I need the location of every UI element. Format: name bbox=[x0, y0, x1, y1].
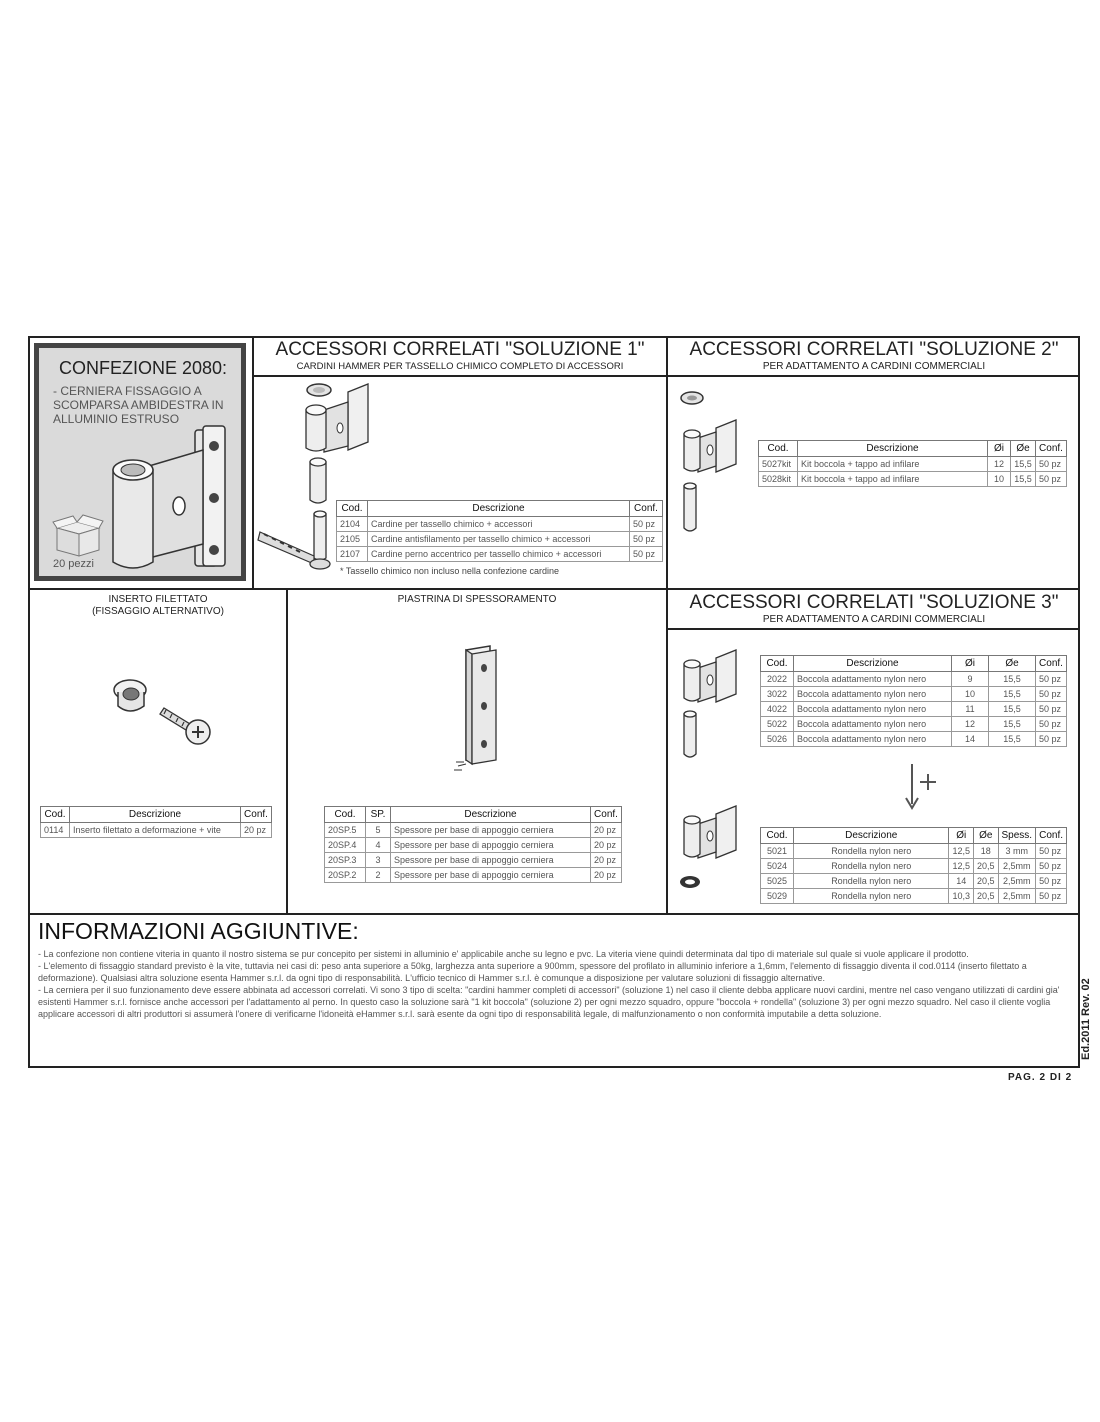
cell: 50 pz bbox=[1036, 889, 1067, 904]
info-text bbox=[38, 948, 1068, 1020]
sol3-subtitle: PER ADATTAMENTO A CARDINI COMMERCIALI bbox=[762, 614, 986, 625]
cell: Rondella nylon nero bbox=[794, 889, 949, 904]
table-row bbox=[325, 838, 622, 853]
inserto-title bbox=[30, 594, 286, 618]
table-row bbox=[761, 889, 1067, 904]
cell: 50 pz bbox=[1036, 457, 1067, 472]
cell: Boccola adattamento nylon nero bbox=[794, 702, 952, 717]
sol1-note-text: Tassello chimico non incluso nella confezione cardine bbox=[345, 566, 559, 576]
sol3-bushing-table bbox=[760, 655, 1067, 747]
col-header: Conf. bbox=[1036, 441, 1067, 457]
col-header: Descrizione bbox=[391, 807, 591, 823]
inserto-title-line1: INSERTO FILETTATO bbox=[108, 594, 208, 605]
sol1-subtitle: CARDINI HAMMER PER TASSELLO CHIMICO COMPLETO DI ACCESSORI bbox=[296, 361, 624, 372]
cell: 5 bbox=[366, 823, 391, 838]
bushing-kit-illustration bbox=[678, 388, 748, 538]
cell: 50 pz bbox=[1036, 732, 1067, 747]
bushing-illustration bbox=[678, 650, 748, 770]
cell: Spessore per base di appoggio cerniera bbox=[391, 853, 591, 868]
table-row bbox=[761, 732, 1067, 747]
cell: 20,5 bbox=[973, 874, 998, 889]
shim-plate-illustration bbox=[450, 646, 510, 776]
cell: 12,5 bbox=[949, 844, 974, 859]
cell: 50 pz bbox=[1036, 702, 1067, 717]
col-header: Descrizione bbox=[794, 656, 952, 672]
cell: 20,5 bbox=[973, 889, 998, 904]
cell: 12,5 bbox=[949, 859, 974, 874]
cell: 50 pz bbox=[1036, 672, 1067, 687]
cell: 3 mm bbox=[998, 844, 1036, 859]
table-row bbox=[325, 823, 622, 838]
divider bbox=[28, 913, 1080, 915]
cell: 15,5 bbox=[989, 672, 1036, 687]
cell: 2,5mm bbox=[998, 874, 1036, 889]
confezione-description: - CERNIERA FISSAGGIO A SCOMPARSA AMBIDESTRA IN ALLUMINIO ESTRUSO bbox=[53, 384, 224, 426]
table-row bbox=[325, 868, 622, 883]
col-header: Cod. bbox=[41, 807, 70, 823]
table-row bbox=[761, 717, 1067, 732]
table-row bbox=[761, 859, 1067, 874]
col-header: Conf. bbox=[630, 501, 663, 517]
cell: 5027kit bbox=[759, 457, 798, 472]
cell: 12 bbox=[952, 717, 989, 732]
col-header: Conf. bbox=[1036, 656, 1067, 672]
table-row bbox=[761, 844, 1067, 859]
cell: 14 bbox=[949, 874, 974, 889]
cell: Rondella nylon nero bbox=[794, 874, 949, 889]
cell: 2 bbox=[366, 868, 391, 883]
sol2-table bbox=[758, 440, 1067, 487]
col-header: SP. bbox=[366, 807, 391, 823]
piastrina-table bbox=[324, 806, 622, 883]
cell: 5026 bbox=[761, 732, 794, 747]
sol1-note: * Tassello chimico non incluso nella confezione cardine bbox=[340, 566, 559, 576]
cell: Rondella nylon nero bbox=[794, 859, 949, 874]
info-title: INFORMAZIONI AGGIUNTIVE: bbox=[38, 918, 359, 944]
inserto-title-line2: (FISSAGGIO ALTERNATIVO) bbox=[92, 606, 224, 617]
col-header: Conf. bbox=[241, 807, 272, 823]
col-header: Cod. bbox=[325, 807, 366, 823]
col-header: Descrizione bbox=[368, 501, 630, 517]
table-row bbox=[761, 702, 1067, 717]
cell: 12 bbox=[988, 457, 1011, 472]
info-paragraph: - L'elemento di fissaggio standard previsto è la vite, tuttavia nei casi di: peso anta superiore a 50kg, larghezza anta superiore a 900mm, spessore del profilato in alluminio inferiore a 1,6mm, l'elemento di fissaggio diventa il cod.0114 (inserto filettato a deformazione). Qualsiasi altra soluzione esenta Hammer s.r.l. da ogni tipo di responsabilità. L'ufficio tecnico di Hammer s.r.l. è comunque a disposizione per valutare soluzioni di fissaggio alternative. bbox=[38, 961, 1027, 983]
col-header: Cod. bbox=[759, 441, 798, 457]
divider bbox=[666, 336, 668, 914]
cell: 18 bbox=[973, 844, 998, 859]
col-header: Øi bbox=[952, 656, 989, 672]
divider bbox=[28, 588, 1080, 590]
cell: 50 pz bbox=[630, 517, 663, 532]
col-header: Cod. bbox=[761, 828, 794, 844]
sol2-title: ACCESSORI CORRELATI "SOLUZIONE 2" bbox=[689, 339, 1059, 360]
cell: 3 bbox=[366, 853, 391, 868]
col-header: Spess. bbox=[998, 828, 1036, 844]
confezione-panel bbox=[34, 343, 246, 581]
cell: 5028kit bbox=[759, 472, 798, 487]
sol1-table bbox=[336, 500, 663, 562]
table-row bbox=[759, 472, 1067, 487]
divider bbox=[252, 375, 1080, 377]
col-header: Descrizione bbox=[794, 828, 949, 844]
table-row bbox=[761, 672, 1067, 687]
cell: 20 pz bbox=[591, 838, 622, 853]
cell: 5022 bbox=[761, 717, 794, 732]
cell: 15,5 bbox=[1011, 472, 1036, 487]
sol3-washer-table bbox=[760, 827, 1067, 904]
cell: Cardine antisfilamento per tassello chimico + accessori bbox=[368, 532, 630, 547]
cell: 15,5 bbox=[989, 717, 1036, 732]
cell: Spessore per base di appoggio cerniera bbox=[391, 868, 591, 883]
cell: 4022 bbox=[761, 702, 794, 717]
sol2-subtitle: PER ADATTAMENTO A CARDINI COMMERCIALI bbox=[762, 361, 986, 372]
cell: 15,5 bbox=[989, 702, 1036, 717]
arrow-down-plus-icon bbox=[900, 764, 944, 812]
divider bbox=[666, 628, 1080, 630]
cell: 50 pz bbox=[630, 532, 663, 547]
table-row bbox=[761, 687, 1067, 702]
cell: 10 bbox=[988, 472, 1011, 487]
table-row bbox=[759, 457, 1067, 472]
col-header: Cod. bbox=[337, 501, 368, 517]
info-paragraph: - La confezione non contiene viteria in quanto il nostro sistema se pur concepito per sistemi in alluminio e' applicabile anche su legno e pvc. La viteria viene quindi determinata dal tipo di materiale sul quale si vuole applicare il prodotto. bbox=[38, 949, 969, 959]
cell: 20SP.3 bbox=[325, 853, 366, 868]
divider bbox=[286, 590, 288, 914]
sol1-title: ACCESSORI CORRELATI "SOLUZIONE 1" bbox=[275, 339, 645, 360]
washer-illustration bbox=[678, 806, 748, 896]
cell: 50 pz bbox=[1036, 874, 1067, 889]
cell: 2104 bbox=[337, 517, 368, 532]
cell: Spessore per base di appoggio cerniera bbox=[391, 838, 591, 853]
col-header: Øi bbox=[988, 441, 1011, 457]
col-header: Øi bbox=[949, 828, 974, 844]
cell: 5024 bbox=[761, 859, 794, 874]
cell: 15,5 bbox=[989, 687, 1036, 702]
confezione-title: CONFEZIONE 2080: bbox=[59, 358, 228, 378]
cell: 5021 bbox=[761, 844, 794, 859]
cell: Boccola adattamento nylon nero bbox=[794, 672, 952, 687]
cell: 5029 bbox=[761, 889, 794, 904]
cell: Cardine per tassello chimico + accessori bbox=[368, 517, 630, 532]
cell: 2,5mm bbox=[998, 889, 1036, 904]
col-header: Conf. bbox=[591, 807, 622, 823]
cell: 2022 bbox=[761, 672, 794, 687]
cell: 50 pz bbox=[630, 547, 663, 562]
cell: 5025 bbox=[761, 874, 794, 889]
cell: 10 bbox=[952, 687, 989, 702]
col-header: Descrizione bbox=[798, 441, 988, 457]
cell: Kit boccola + tappo ad infilare bbox=[798, 457, 988, 472]
hinge-illustration bbox=[103, 426, 233, 576]
cell: 20SP.5 bbox=[325, 823, 366, 838]
confezione-pieces: 20 pezzi bbox=[53, 558, 94, 570]
cell: Boccola adattamento nylon nero bbox=[794, 732, 952, 747]
col-header: Øe bbox=[989, 656, 1036, 672]
col-header: Conf. bbox=[1036, 828, 1067, 844]
cell: Spessore per base di appoggio cerniera bbox=[391, 823, 591, 838]
col-header: Cod. bbox=[761, 656, 794, 672]
cell: 2105 bbox=[337, 532, 368, 547]
cell: Kit boccola + tappo ad infilare bbox=[798, 472, 988, 487]
cell: 20 pz bbox=[591, 868, 622, 883]
cell: Cardine perno accentrico per tassello chimico + accessori bbox=[368, 547, 630, 562]
sol3-title: ACCESSORI CORRELATI "SOLUZIONE 3" bbox=[689, 592, 1059, 613]
cell: 20 pz bbox=[591, 853, 622, 868]
cell: 9 bbox=[952, 672, 989, 687]
table-row bbox=[761, 874, 1067, 889]
info-paragraph: - La cerniera per il suo funzionamento deve essere abbinata ad accessori correlati. Vi sono 3 tipo di scelta: "cardini hammer completi di accessori" (soluzione 1) nel caso il cliente debba applicare nuovi cardini, mentre nel caso vengano utilizzati di cardini gia' esistenti Hammer s.r.l. fornisce anche accessori per l'adattamento al perno. In questo caso la soluzione sarà "1 kit boccola" (soluzione 2) per ogni mezzo squadro, oppure "boccola + rondella" (soluzione 3) per ogni mezzo squadro. Nel caso il cliente voglia applicare accessori di altri produttori si assumerà l'onere di verificarne l'idoneità eHammer s.r.l. sarà esente da ogni tipo di responsabilità legale, di malfunzionamento o non conformità imputabile a detta soluzione. bbox=[38, 985, 1060, 1019]
cell: 15,5 bbox=[1011, 457, 1036, 472]
cell: 14 bbox=[952, 732, 989, 747]
cell: Inserto filettato a deformazione + vite bbox=[70, 823, 241, 838]
cell: 3022 bbox=[761, 687, 794, 702]
cell: 50 pz bbox=[1036, 717, 1067, 732]
piastrina-title: PIASTRINA DI SPESSORAMENTO bbox=[397, 594, 557, 605]
edition-label: Ed.2011 Rev. 02 bbox=[1080, 978, 1092, 1060]
threaded-insert-illustration bbox=[104, 670, 224, 750]
cell: 20,5 bbox=[973, 859, 998, 874]
table-row bbox=[337, 532, 663, 547]
col-header: Øe bbox=[1011, 441, 1036, 457]
table-row bbox=[337, 517, 663, 532]
cell: 20 pz bbox=[591, 823, 622, 838]
cell: 20 pz bbox=[241, 823, 272, 838]
cell: 20SP.4 bbox=[325, 838, 366, 853]
cell: 50 pz bbox=[1036, 844, 1067, 859]
cell: Boccola adattamento nylon nero bbox=[794, 687, 952, 702]
cell: 50 pz bbox=[1036, 859, 1067, 874]
table-row bbox=[41, 823, 272, 838]
cell: 2,5mm bbox=[998, 859, 1036, 874]
page-number: PAG. 2 DI 2 bbox=[1008, 1072, 1073, 1083]
col-header: Descrizione bbox=[70, 807, 241, 823]
cell: 15,5 bbox=[989, 732, 1036, 747]
table-row bbox=[337, 547, 663, 562]
table-row bbox=[325, 853, 622, 868]
cell: 50 pz bbox=[1036, 687, 1067, 702]
col-header: Øe bbox=[973, 828, 998, 844]
box-icon bbox=[53, 514, 103, 558]
cell: 2107 bbox=[337, 547, 368, 562]
cell: 0114 bbox=[41, 823, 70, 838]
cell: 10,3 bbox=[949, 889, 974, 904]
cell: 50 pz bbox=[1036, 472, 1067, 487]
cell: Boccola adattamento nylon nero bbox=[794, 717, 952, 732]
cell: Rondella nylon nero bbox=[794, 844, 949, 859]
cell: 20SP.2 bbox=[325, 868, 366, 883]
cell: 11 bbox=[952, 702, 989, 717]
cell: 4 bbox=[366, 838, 391, 853]
inserto-table bbox=[40, 806, 272, 838]
